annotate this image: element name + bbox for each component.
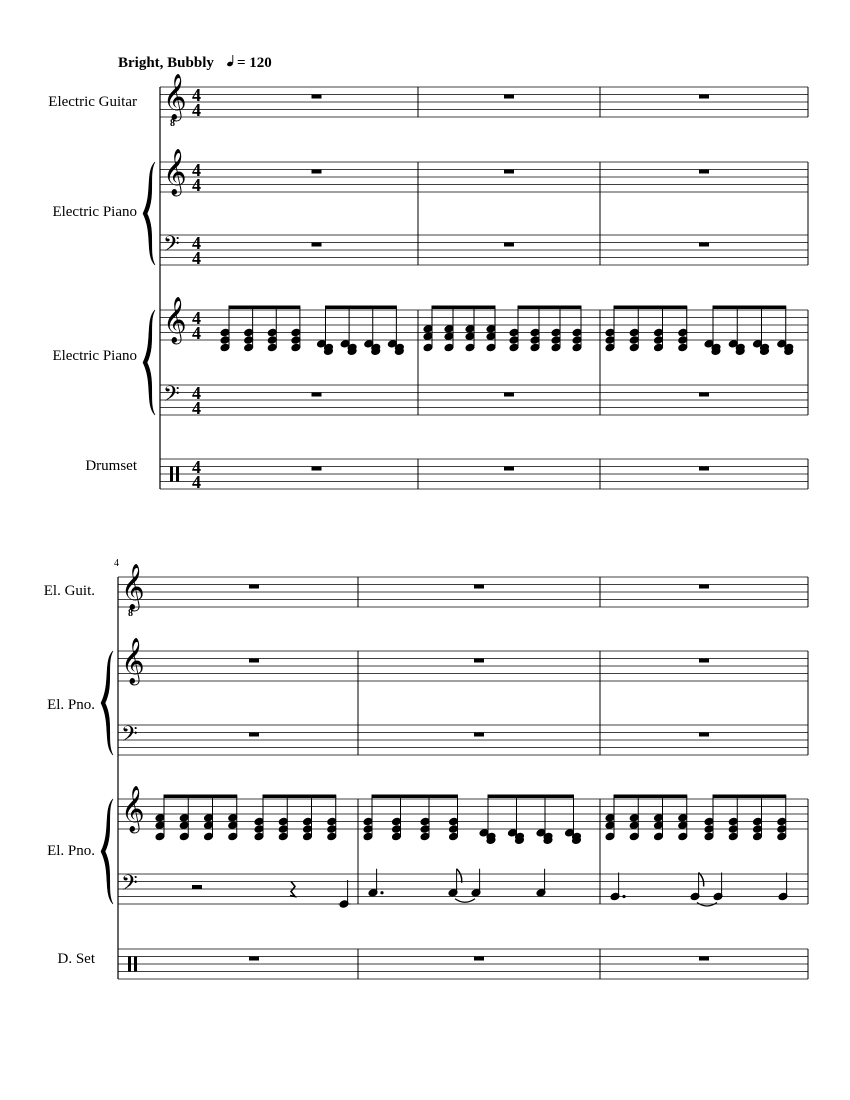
tempo-value: = 120 (237, 55, 272, 71)
whole-rest (249, 659, 259, 663)
whole-rest (504, 393, 514, 397)
bass-clef-icon: 𝄢 (121, 722, 138, 752)
time-signature-bottom: 4 (192, 323, 201, 343)
tempo-quarter-note-icon (226, 55, 233, 67)
whole-rest (699, 467, 709, 471)
beam (229, 306, 301, 310)
treble-clef-icon: 𝄞 (121, 564, 145, 610)
time-signature-top: 4 (192, 233, 201, 253)
whole-rest (699, 95, 709, 99)
time-signature-bottom: 4 (192, 248, 201, 268)
whole-rest (699, 393, 709, 397)
octave-marker: 8 (128, 608, 133, 619)
whole-rest (312, 95, 322, 99)
beam (713, 795, 787, 799)
beam (713, 306, 787, 310)
whole-rest (312, 467, 322, 471)
whole-rest (474, 733, 484, 737)
time-signature-top: 4 (192, 457, 201, 477)
flag (457, 869, 462, 883)
staff-label-el-guit: El. Guit. (43, 583, 95, 599)
treble-clef-icon: 𝄞 (163, 297, 187, 343)
whole-rest (504, 243, 514, 247)
piano-brace (143, 310, 155, 415)
whole-rest (504, 95, 514, 99)
time-signature-bottom: 4 (192, 472, 201, 492)
measure-number: 4 (114, 558, 119, 569)
whole-rest (249, 733, 259, 737)
staff-label-electric-piano-2: Electric Piano (52, 348, 137, 364)
time-signature-bottom: 4 (192, 175, 201, 195)
dot (622, 895, 625, 898)
staff-label-d-set: D. Set (57, 951, 95, 967)
whole-rest (699, 243, 709, 247)
beam (488, 795, 575, 799)
whole-rest (699, 733, 709, 737)
staff-label-electric-guitar: Electric Guitar (48, 94, 137, 110)
treble-clef-icon: 𝄞 (121, 638, 145, 684)
whole-rest (699, 170, 709, 174)
beam (432, 306, 496, 310)
bass-clef-icon: 𝄢 (163, 232, 180, 262)
bass-clef-icon: 𝄢 (121, 871, 138, 901)
tempo-text: Bright, Bubbly (118, 55, 214, 71)
piano-brace (101, 651, 113, 755)
whole-rest (474, 957, 484, 961)
whole-rest (699, 659, 709, 663)
system-2 (44, 558, 808, 979)
time-signature-top: 4 (192, 308, 201, 328)
time-signature-top: 4 (192, 383, 201, 403)
dot (380, 891, 383, 894)
time-signature-top: 4 (192, 160, 201, 180)
half-rest (192, 885, 202, 889)
whole-rest (249, 585, 259, 589)
staff-label-drumset: Drumset (85, 458, 137, 474)
whole-rest (312, 393, 322, 397)
whole-rest (699, 957, 709, 961)
system-1 (48, 55, 808, 492)
percussion-clef-icon (128, 957, 131, 972)
bass-clef-icon: 𝄢 (163, 382, 180, 412)
treble-clef-icon: 𝄞 (121, 786, 145, 832)
whole-rest (312, 243, 322, 247)
beam (164, 795, 238, 799)
whole-rest (474, 585, 484, 589)
beam (325, 306, 397, 310)
beam (614, 306, 688, 310)
beam (518, 306, 582, 310)
staff-label-electric-piano-1: Electric Piano (52, 204, 137, 220)
tie (455, 899, 475, 903)
system-1-staves (143, 74, 808, 492)
whole-rest (504, 467, 514, 471)
beam (614, 795, 688, 799)
whole-rest (474, 659, 484, 663)
flag (699, 873, 704, 887)
percussion-clef-icon (176, 467, 179, 482)
percussion-clef-icon (134, 957, 137, 972)
whole-rest (504, 170, 514, 174)
treble-clef-icon: 𝄞 (163, 149, 187, 195)
whole-rest (312, 170, 322, 174)
beam (372, 795, 459, 799)
time-signature-bottom: 4 (192, 398, 201, 418)
piano-brace (143, 162, 155, 265)
treble-clef-icon: 𝄞 (163, 74, 187, 120)
percussion-clef-icon (170, 467, 173, 482)
beam (263, 795, 337, 799)
time-signature-top: 4 (192, 85, 201, 105)
whole-rest (699, 585, 709, 589)
system-2-staves (101, 564, 808, 979)
time-signature-bottom: 4 (192, 100, 201, 120)
octave-marker: 8 (170, 118, 175, 129)
whole-rest (249, 957, 259, 961)
staff-label-el-pno-1: El. Pno. (47, 697, 95, 713)
piano-brace (101, 799, 113, 904)
staff-label-el-pno-2: El. Pno. (47, 843, 95, 859)
